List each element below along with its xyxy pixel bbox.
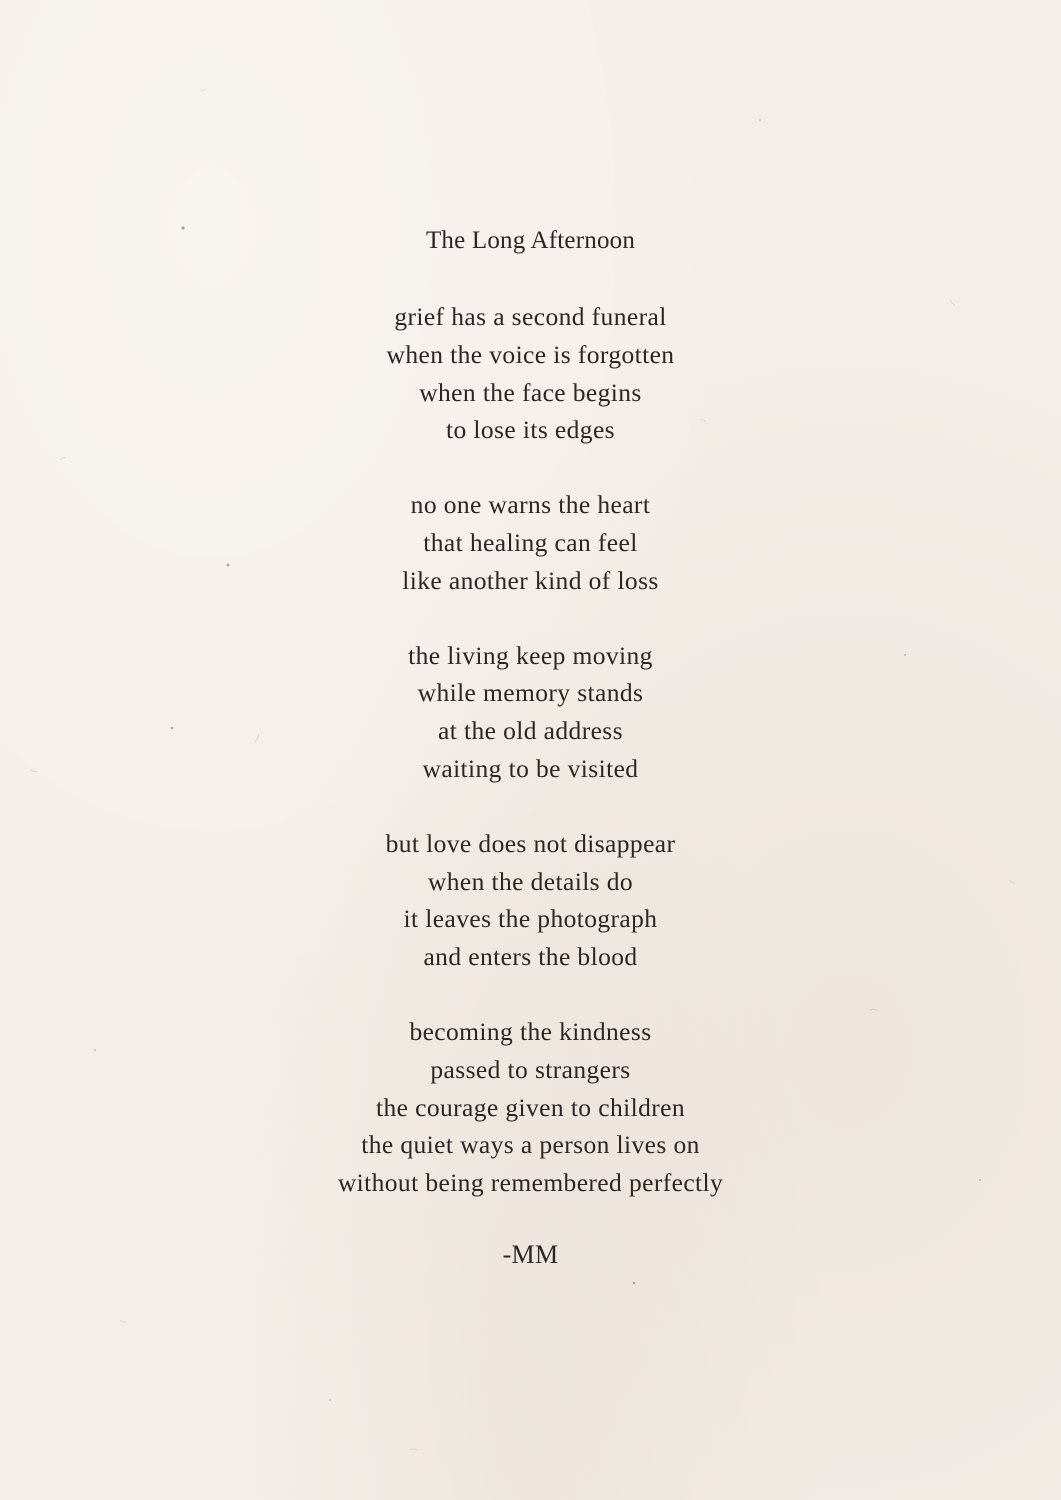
poem-line: the quiet ways a person lives on <box>361 1130 700 1160</box>
poem-line: when the voice is forgotten <box>386 339 675 369</box>
stanza-4 <box>0 825 1061 976</box>
author-signature: -MM <box>502 1239 559 1269</box>
stanza-1 <box>0 298 1061 449</box>
poem-line: it leaves the photograph <box>403 904 658 934</box>
poem-line: when the face begins <box>419 377 642 407</box>
poem-line: when the details do <box>427 866 634 896</box>
poem-line: and enters the blood <box>423 942 638 972</box>
stanza-2 <box>0 486 1061 599</box>
poem-line: the courage given to children <box>376 1092 685 1122</box>
poem-line: like another kind of loss <box>402 565 659 595</box>
poem-line: to lose its edges <box>446 415 615 445</box>
poem-line: while memory stands <box>417 678 644 708</box>
poem-line: passed to strangers <box>430 1054 631 1084</box>
poem <box>0 222 1061 1274</box>
stanza-3 <box>0 637 1061 788</box>
poem-line: the living keep moving <box>408 640 653 670</box>
poem-line: grief has a second funeral <box>394 302 667 331</box>
poem-line: at the old address <box>438 716 623 746</box>
poem-title: The Long Afternoon <box>425 227 636 254</box>
poem-line: no one warns the heart <box>410 490 651 520</box>
stanza-5 <box>0 1013 1061 1202</box>
poem-line: that healing can feel <box>423 527 638 557</box>
poem-line: without being remembered perfectly <box>337 1168 724 1198</box>
poem-line: waiting to be visited <box>422 753 639 783</box>
poem-line: but love does not disappear <box>385 828 676 858</box>
poem-line: becoming the kindness <box>409 1016 652 1046</box>
